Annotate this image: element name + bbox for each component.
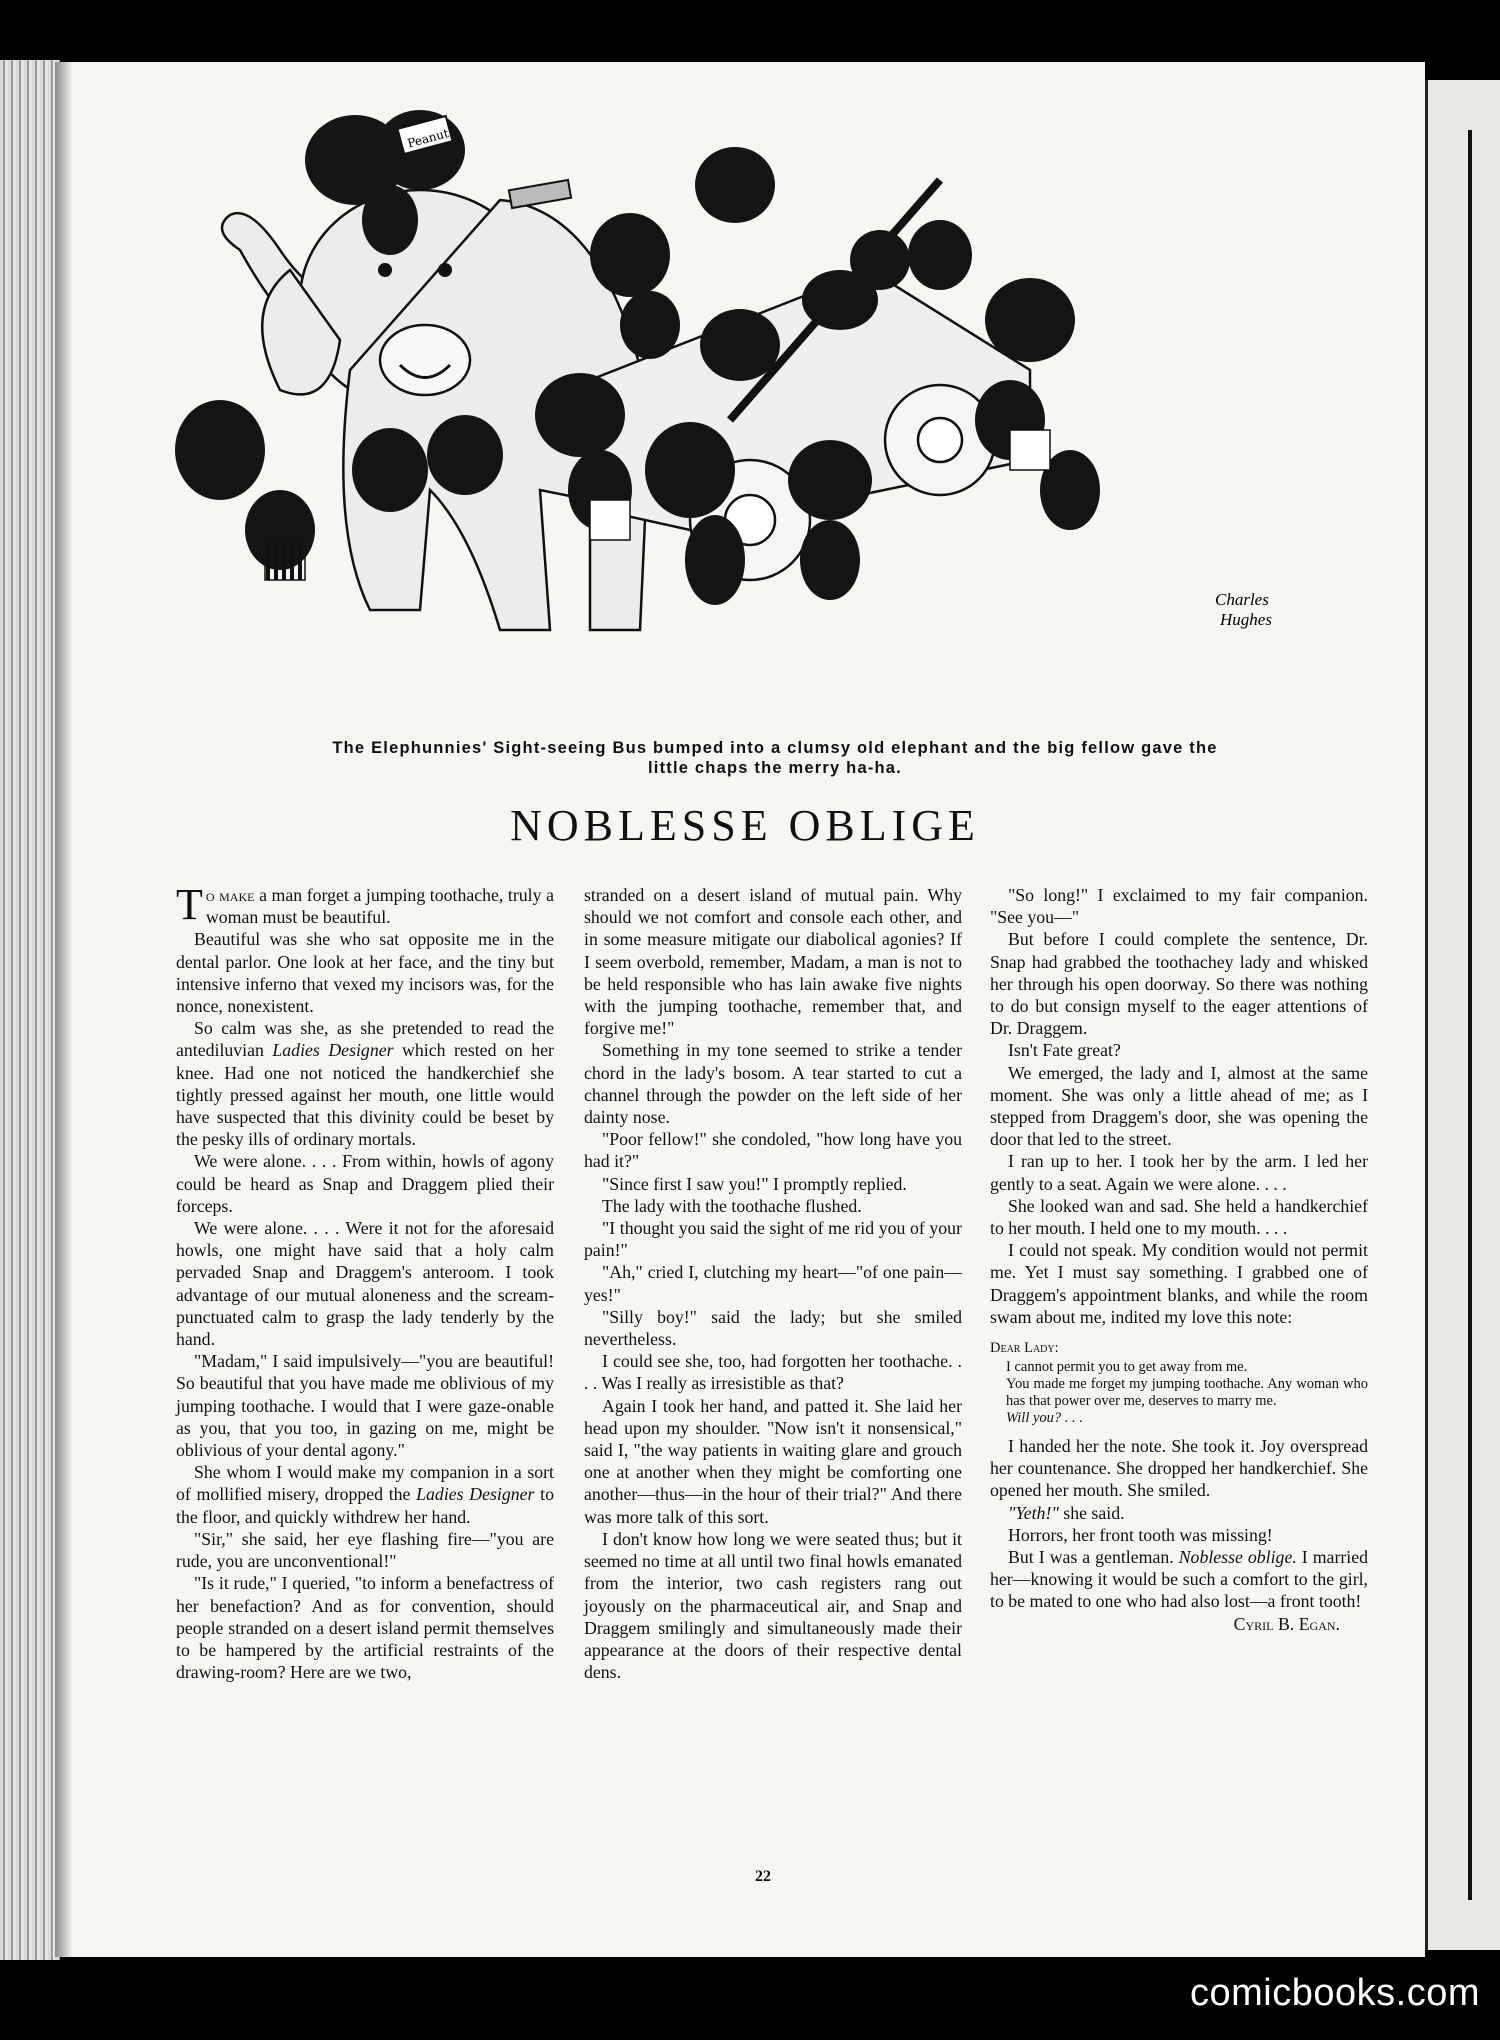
spine-shadow [55,62,73,1957]
story-paragraph: But before I could complete the sentence, Dr. Snap had grabbed the toothachey lady and whisked her through his open doorway. So there was nothing to do but consign myself to the eager attentions of Dr. Draggem. [990,929,1368,1039]
caption-line-2: little chaps the merry ha-ha. [648,759,902,777]
artist-signature-line1: Charles [1215,590,1269,609]
story-title: NOBLESSE OBLIGE [510,801,980,850]
magazine-title: Ladies Designer [272,1040,394,1061]
scan-top-border [0,0,1500,70]
story-paragraph: We emerged, the lady and I, almost at the same moment. She was only a little ahead of me; as I stepped from Draggem's door, she was opening the door that led to the street. [990,1062,1368,1150]
story-paragraph: I could see she, too, had forgotten her toothache. . . . Was I really as irresistible as that? [584,1351,962,1394]
opening-small-caps: o make [205,885,255,905]
note-line: You made me forget my jumping toothache. Any woman who has that power over me, deserves to marry me. [1006,1376,1368,1410]
book-binding-edge [0,60,60,1960]
author-byline: Cyril B. Egan. [1233,1613,1340,1634]
story-paragraph: "I thought you said the sight of me rid you of your pain!" [584,1218,962,1261]
quoted-reply: "Yeth!" [1008,1502,1059,1523]
illustration-caption [210,738,1340,778]
story-paragraph [176,1017,554,1150]
story-paragraph: I ran up to her. I took her by the arm. I led her gently to a seat. Again we were alone. . . . [990,1151,1368,1194]
drop-cap: T [176,880,203,929]
story-paragraph [176,1461,554,1528]
story-paragraph: Isn't Fate great? [1008,1040,1121,1061]
story-paragraph: I don't know how long we were seated thus; but it seemed no time at all until two final howls emanated from the interior, two cash registers rang out joyously on the pharmaceutical air, and Snap and Draggem smilingly and simultaneously made their appearance at the doors of their respective dental dens. [584,1528,962,1683]
paragraph-text: a man forget a jumping toothache, truly a woman must be beautiful. [205,885,554,928]
story-paragraph: "Is it rude," I queried, "to inform a benefactress of her benefaction? And as for convention, should people stranded on a desert island permit themselves to be hampered by the artificial restraints of the drawing-room? Here are we two, [176,1573,554,1683]
story-paragraph: Something in my tone seemed to strike a tender chord in the lady's bosom. A tear started to cut a channel through the powder on the left side of her dainty nose. [584,1040,962,1128]
adjacent-page-edge [1425,80,1500,1950]
story-paragraph [990,1502,1368,1524]
elephunnies-illustration [170,110,1320,740]
story-paragraph: The lady with the toothache flushed. [602,1195,862,1216]
page-number: 22 [755,1868,771,1885]
story-paragraph: "Madam," I said impulsively—"you are beautiful! So beautiful that you have made me oblivious of my jumping toothache. I would that I were gaze-onable as you, that you too, in gazing on me, might be oblivious of your dental agony." [176,1351,554,1461]
story-paragraph: "Since first I saw you!" I promptly replied. [602,1173,907,1194]
note-salutation: Dear Lady: [990,1340,1059,1357]
illustration-drawing [170,110,1320,740]
story-paragraph [990,1546,1368,1613]
story-paragraph: We were alone. . . . Were it not for the aforesaid howls, one might have said that a holy calm pervaded Snap and Draggem's anteroom. I took advantage of our mutual aloneness and the scream-punctuated calm to grasp the lady tenderly by the hand. [176,1218,554,1350]
story-paragraph: "Poor fellow!" she condoled, "how long have you had it?" [584,1129,962,1172]
note-closing: Will you? . . . [1006,1410,1083,1427]
paragraph-text: She whom I would make my companion in a sort of mollified misery, dropped the [176,1462,554,1505]
paragraph-text: to the floor, and quickly withdrew her hand. [176,1484,554,1527]
paragraph-text: But I was a gentleman. [1008,1547,1179,1568]
hat-label: Peanut [405,126,451,151]
note-line: I cannot permit you to get away from me. [1006,1359,1248,1376]
caption-line-1: The Elephunnies' Sight-seeing Bus bumped into a clumsy old elephant and the big fellow gave the [332,739,1218,757]
story-paragraph: Horrors, her front tooth was missing! [1008,1524,1273,1545]
story-paragraph: She looked wan and sad. She held a handkerchief to her mouth. I held one to my mouth. . . . [990,1195,1368,1239]
story-paragraph: Again I took her hand, and patted it. She laid her head upon my shoulder. "Now isn't it nonsensical," said I, "the way patients in waiting glare and grouch one at another when they might be comforting one another—thus—in the hour of their trial?" And there was more talk of this sort. [584,1395,962,1527]
story-paragraph: I could not speak. My condition would not permit me. Yet I must say something. I grabbed one of Draggem's appointment blanks, and while the room swam about me, indited my love this note: [990,1240,1368,1327]
magazine-title: Ladies Designer [416,1484,535,1505]
paragraph-text: which rested on her knee. Had one not noticed the handkerchief she tightly pressed against her mouth, one little would have suspected that this divinity could be beset by the pesky ills of ordinary mortals. [176,1040,554,1150]
text-column-2 [584,884,962,1683]
story-paragraph [176,880,554,929]
story-paragraph: "Silly boy!" said the lady; but she smiled nevertheless. [584,1306,962,1350]
story-paragraph: stranded on a desert island of mutual pain. Why should we not comfort and console each other, and in some measure mitigate our diabolical agonies? If I seem overbold, remember, Madam, a man is not to be held responsible who has lain awake five nights with the jumping toothache, remember that, and forgive me!" [584,885,962,1039]
italic-phrase: Noblesse oblige. [1178,1547,1297,1568]
paragraph-text: I married her—knowing it would be such a comfort to the girl, to be mated to one who had also lost—a front tooth! [990,1547,1369,1612]
watermark: comicbooks.com [1190,1972,1480,2014]
artist-signature-line2: Hughes [1220,610,1272,629]
text-column-1 [176,880,554,1683]
paragraph-text: So calm was she, as she pretended to read the antediluvian [176,1018,554,1061]
story-paragraph: "Sir," she said, her eye flashing fire—"you are rude, you are unconventional!" [176,1528,554,1572]
paragraph-text: she said. [1058,1502,1125,1523]
story-paragraph: "So long!" I exclaimed to my fair companion. "See you—" [990,885,1368,928]
text-column-3 [990,884,1368,1635]
love-note [990,1340,1368,1427]
story-paragraph: I handed her the note. She took it. Joy overspread her countenance. She dropped her handkerchief. She opened her mouth. She smiled. [990,1436,1368,1501]
story-paragraph: Beautiful was she who sat opposite me in the dental parlor. One look at her face, and the tiny but intensive inferno that vexed my incisors was, for the nonce, nonexistent. [176,929,554,1017]
story-paragraph: "Ah," cried I, clutching my heart—"of one pain—yes!" [584,1262,962,1305]
story-paragraph: We were alone. . . . From within, howls of agony could be heard as Snap and Draggem plied their forceps. [176,1151,554,1216]
